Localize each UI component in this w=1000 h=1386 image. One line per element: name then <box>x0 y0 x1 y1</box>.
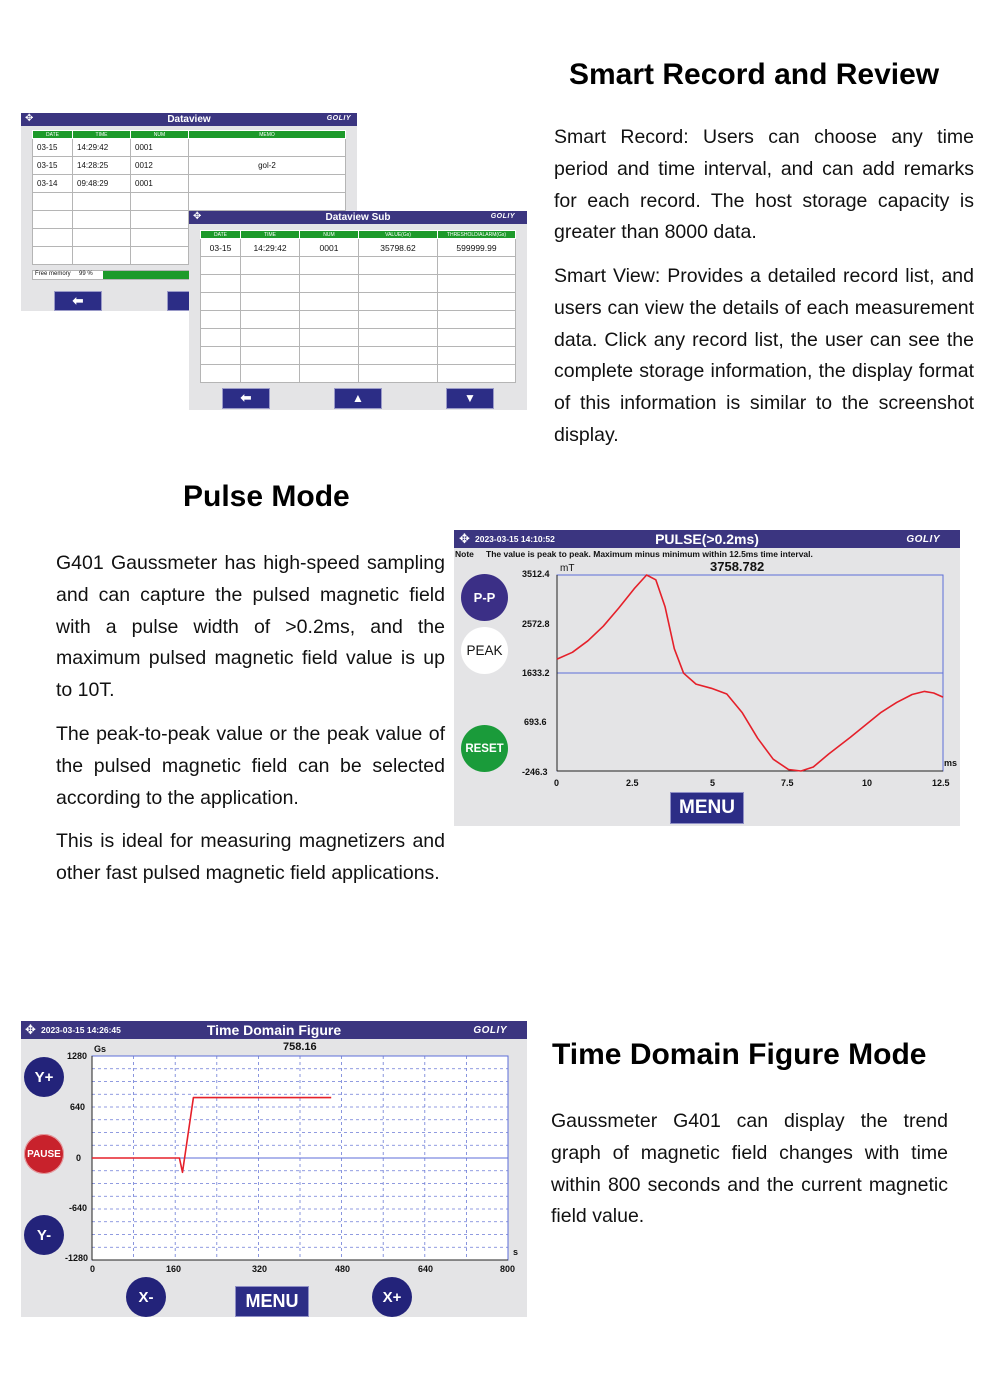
y-tick-label: -1280 <box>65 1253 89 1263</box>
y-tick-label: 640 <box>70 1102 86 1112</box>
note-text: The value is peak to peak. Maximum minus minimum within 12.5ms time interval. <box>486 549 813 559</box>
pulse-paragraph-1: G401 Gaussmeter has high-speed sampling and can capture the pulsed magnetic field with a pulse width of >0.2ms, and the maximum pulsed magnetic field value is up to 10T. <box>56 552 445 702</box>
x-tick-label: 640 <box>418 1264 434 1274</box>
menu-button[interactable]: MENU <box>670 792 744 824</box>
peak-to-peak-button[interactable]: P-P <box>461 574 508 621</box>
table-row[interactable] <box>201 311 516 329</box>
table-row[interactable] <box>33 193 346 211</box>
back-button[interactable] <box>54 291 102 311</box>
column-header: DATE <box>33 131 73 139</box>
reset-button[interactable]: RESET <box>461 725 508 772</box>
settings-icon[interactable]: ✥ <box>459 531 470 546</box>
cell-time: 09:48:29 <box>73 175 131 193</box>
arrow-left-icon: ⬅ <box>240 390 252 405</box>
pulse-paragraph-2: The peak-to-peak value or the peak value of the pulsed magnetic field can be selected according to the application. <box>56 723 445 809</box>
smart-record-heading: Smart Record and Review <box>569 58 940 91</box>
x-tick-label: 0 <box>554 778 560 788</box>
arrow-up-icon: ▲ <box>352 391 364 405</box>
time-domain-paragraph: Gaussmeter G401 can display the trend graph of magnetic field changes with time within 800 seconds and the current magnetic field value. <box>551 1110 948 1228</box>
settings-icon[interactable]: ✥ <box>193 211 202 222</box>
column-header: MEMO <box>189 131 346 139</box>
pause-button[interactable]: PAUSE <box>24 1134 64 1174</box>
cell-date: 03-15 <box>201 239 241 257</box>
cell-date: 03-15 <box>33 139 73 157</box>
column-header: DATE <box>201 231 241 239</box>
y-tick-label: 3512.4 <box>522 569 550 579</box>
brand-logo: GOLIY <box>473 1025 507 1036</box>
cell-num: 0001 <box>131 175 189 193</box>
cell-num: 0001 <box>300 239 359 257</box>
brand-logo: GOLIY <box>326 115 351 122</box>
y-tick-label: 2572.8 <box>522 619 550 629</box>
x-tick-label: 160 <box>166 1264 182 1274</box>
x-unit-label: ms <box>944 758 958 768</box>
cell-time: 14:28:25 <box>73 157 131 175</box>
cell-value: 35798.62 <box>359 239 438 257</box>
pulse-mode-heading: Pulse Mode <box>183 480 350 513</box>
y-tick-label: 693.6 <box>524 717 547 727</box>
dataview-title-bar <box>21 113 357 126</box>
table-row[interactable] <box>201 365 516 383</box>
table-row[interactable] <box>33 175 346 193</box>
arrow-left-icon: ⬅ <box>72 293 84 308</box>
dataview-sub-table <box>200 230 516 383</box>
y-tick-label: 1633.2 <box>522 668 550 678</box>
cell-date: 03-14 <box>33 175 73 193</box>
x-minus-button[interactable]: X- <box>126 1277 166 1317</box>
column-header: THRESHOLD/ALARM(Gs) <box>438 231 516 239</box>
pulse-chart <box>454 530 960 826</box>
x-tick-label: 7.5 <box>781 778 794 788</box>
cell-num: 0001 <box>131 139 189 157</box>
tdf-title: Time Domain Figure <box>206 1022 342 1038</box>
brand-logo: GOLIY <box>490 213 515 220</box>
column-header: NUM <box>300 231 359 239</box>
x-tick-label: 0 <box>90 1264 96 1274</box>
cell-memo <box>189 175 346 193</box>
cell-num: 0012 <box>131 157 189 175</box>
dataview-sub-screen <box>189 211 527 410</box>
smart-view-paragraph: Smart View: Provides a detailed record list, and users can view the details of each measurement data. Click any record list, the user can see the complete storage information, the display format of this information is similar to the screenshot display. <box>554 265 974 446</box>
smart-record-paragraph: Smart Record: Users can choose any time period and time interval, and can add remarks for each record. The host storage capacity is greater than 8000 data. <box>554 126 974 244</box>
free-memory-label: Free memory <box>35 271 71 277</box>
y-tick-label: 0 <box>76 1153 82 1163</box>
table-row[interactable] <box>201 275 516 293</box>
x-tick-label: 2.5 <box>626 778 639 788</box>
peak-button[interactable]: PEAK <box>461 627 508 674</box>
y-tick-label: -246.3 <box>522 767 548 777</box>
dataview-sub-title-bar <box>189 211 527 224</box>
table-row[interactable] <box>33 139 346 157</box>
datetime: 2023-03-15 14:26:45 <box>41 1025 121 1035</box>
x-tick-label: 10 <box>862 778 873 788</box>
column-header: TIME <box>241 231 300 239</box>
arrow-down-icon: ▼ <box>464 391 476 405</box>
cell-date: 03-15 <box>33 157 73 175</box>
column-header: VALUE(Gs) <box>359 231 438 239</box>
page-down-button[interactable] <box>446 388 494 409</box>
datetime: 2023-03-15 14:10:52 <box>475 534 555 544</box>
x-unit-label: s <box>513 1247 519 1257</box>
dataview-sub-title: Dataview Sub <box>325 212 391 223</box>
x-tick-label: 800 <box>500 1264 516 1274</box>
x-tick-label: 5 <box>710 778 716 788</box>
x-tick-label: 320 <box>252 1264 268 1274</box>
free-memory-value: 99 % <box>79 271 93 277</box>
y-unit-label: Gs <box>94 1044 107 1054</box>
y-tick-label: -640 <box>69 1203 88 1213</box>
cell-memo: gol-2 <box>189 157 346 175</box>
y-minus-button[interactable]: Y- <box>24 1215 64 1255</box>
cell-threshold: 599999.99 <box>438 239 516 257</box>
page-up-button[interactable] <box>334 388 382 409</box>
back-button[interactable] <box>222 388 270 409</box>
y-plus-button[interactable]: Y+ <box>24 1057 64 1097</box>
cell-time: 14:29:42 <box>241 239 300 257</box>
x-tick-label: 480 <box>335 1264 351 1274</box>
table-row[interactable] <box>201 239 516 257</box>
settings-icon[interactable]: ✥ <box>25 113 34 124</box>
tdf-readout: 758.16 <box>283 1041 317 1053</box>
table-row[interactable] <box>201 257 516 275</box>
cell-time: 14:29:42 <box>73 139 131 157</box>
brand-logo: GOLIY <box>906 534 940 545</box>
settings-icon[interactable]: ✥ <box>25 1022 36 1037</box>
column-header: TIME <box>73 131 131 139</box>
pulse-readout: 3758.782 <box>710 559 765 574</box>
y-tick-label: 1280 <box>67 1051 88 1061</box>
pulse-paragraph-3: This is ideal for measuring magnetizers and other fast pulsed magnetic field applications. <box>56 830 445 884</box>
cell-memo <box>189 139 346 157</box>
x-tick-label: 12.5 <box>932 778 950 788</box>
menu-button[interactable]: MENU <box>235 1286 309 1317</box>
pulse-title: PULSE(>0.2ms) <box>655 531 759 547</box>
table-row[interactable] <box>33 157 346 175</box>
table-row[interactable] <box>201 293 516 311</box>
y-unit-label: mT <box>560 563 575 574</box>
x-plus-button[interactable]: X+ <box>372 1277 412 1317</box>
time-domain-heading: Time Domain Figure Mode <box>552 1038 927 1071</box>
dataview-title: Dataview <box>167 114 211 125</box>
column-header: NUM <box>131 131 189 139</box>
table-row[interactable] <box>201 329 516 347</box>
note-label: Note <box>455 549 474 559</box>
table-row[interactable] <box>201 347 516 365</box>
time-domain-screen <box>21 1021 527 1317</box>
tdf-chart <box>21 1021 527 1317</box>
pulse-screen <box>454 530 960 826</box>
